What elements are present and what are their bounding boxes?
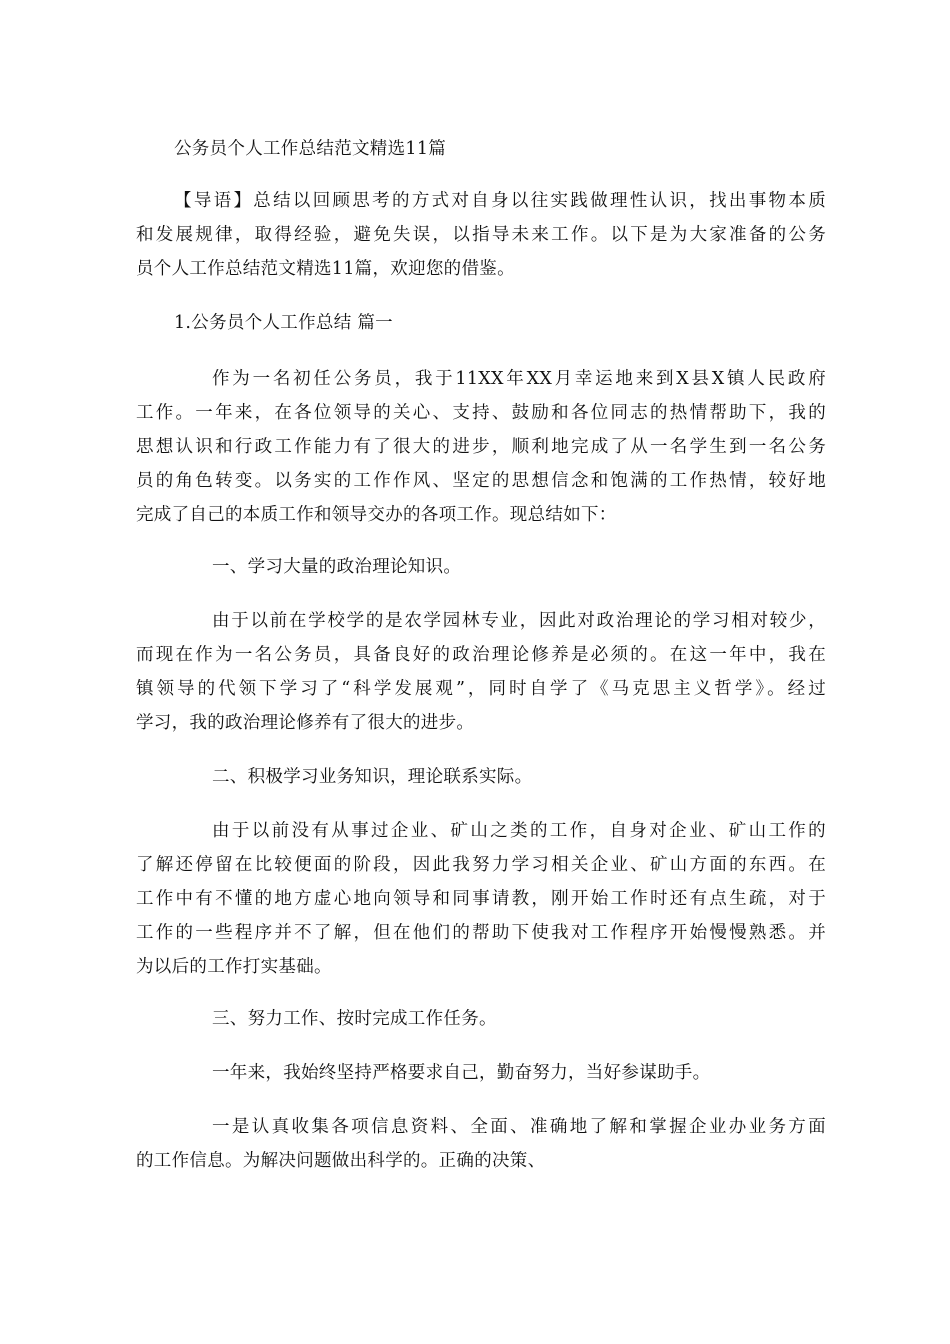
para3-line-5: 为以后的工作打实基础。 [136,957,332,977]
para2-line-3: 镇领导的代领下学习了“科学发展观”，同时自学了《马克思主义哲学》。经过 [136,679,826,699]
para1-line-5: 完成了自己的本质工作和领导交办的各项工作。现总结如下： [136,505,617,525]
intro-line-1: 【导语】总结以回顾思考的方式对自身以往实践做理性认识，找出事物本质 [174,191,826,211]
para3-line-3: 工作中有不懂的地方虚心地向领导和同事请教，刚开始工作时还有点生疏，对于 [136,889,826,909]
para3-line-1: 由于以前没有从事过企业、矿山之类的工作，自身对企业、矿山工作的 [212,821,826,841]
para1-line-2: 工作。一年来，在各位领导的关心、支持、鼓励和各位同志的热情帮助下，我的 [136,403,826,423]
section-heading-1: 1.公务员个人工作总结 篇一 [174,313,393,333]
point-heading-1: 一、学习大量的政治理论知识。 [212,557,462,577]
point-heading-3: 三、努力工作、按时完成工作任务。 [212,1009,497,1029]
document-title: 公务员个人工作总结范文精选11篇 [174,139,447,159]
point-heading-2: 二、积极学习业务知识，理论联系实际。 [212,767,533,787]
para3-line-4: 工作的一些程序并不了解，但在他们的帮助下使我对工作程序开始慢慢熟悉。并 [136,923,826,943]
para5-line-2: 的工作信息。为解决问题做出科学的。正确的决策、 [136,1151,546,1171]
intro-line-3: 员个人工作总结范文精选11篇，欢迎您的借鉴。 [136,259,515,279]
para3-line-2: 了解还停留在比较便面的阶段，因此我努力学习相关企业、矿山方面的东西。在 [136,855,826,875]
para2-line-4: 学习，我的政治理论修养有了很大的进步。 [136,713,475,733]
para1-line-4: 员的角色转变。以务实的工作作风、坚定的思想信念和饱满的工作热情，较好地 [136,471,826,491]
para1-line-3: 思想认识和行政工作能力有了很大的进步，顺利地完成了从一名学生到一名公务 [136,437,826,457]
para4-line-1: 一年来，我始终坚持严格要求自己，勤奋努力，当好参谋助手。 [212,1063,711,1083]
para1-line-1: 作为一名初任公务员，我于11XX年XX月幸运地来到X县X镇人民政府 [212,369,826,389]
para5-line-1: 一是认真收集各项信息资料、全面、准确地了解和掌握企业办业务方面 [212,1117,826,1137]
intro-line-2: 和发展规律，取得经验，避免失误，以指导未来工作。以下是为大家准备的公务 [136,225,826,245]
para2-line-2: 而现在作为一名公务员，具备良好的政治理论修养是必须的。在这一年中，我在 [136,645,826,665]
para2-line-1: 由于以前在学校学的是农学园林专业，因此对政治理论的学习相对较少， [212,611,826,631]
